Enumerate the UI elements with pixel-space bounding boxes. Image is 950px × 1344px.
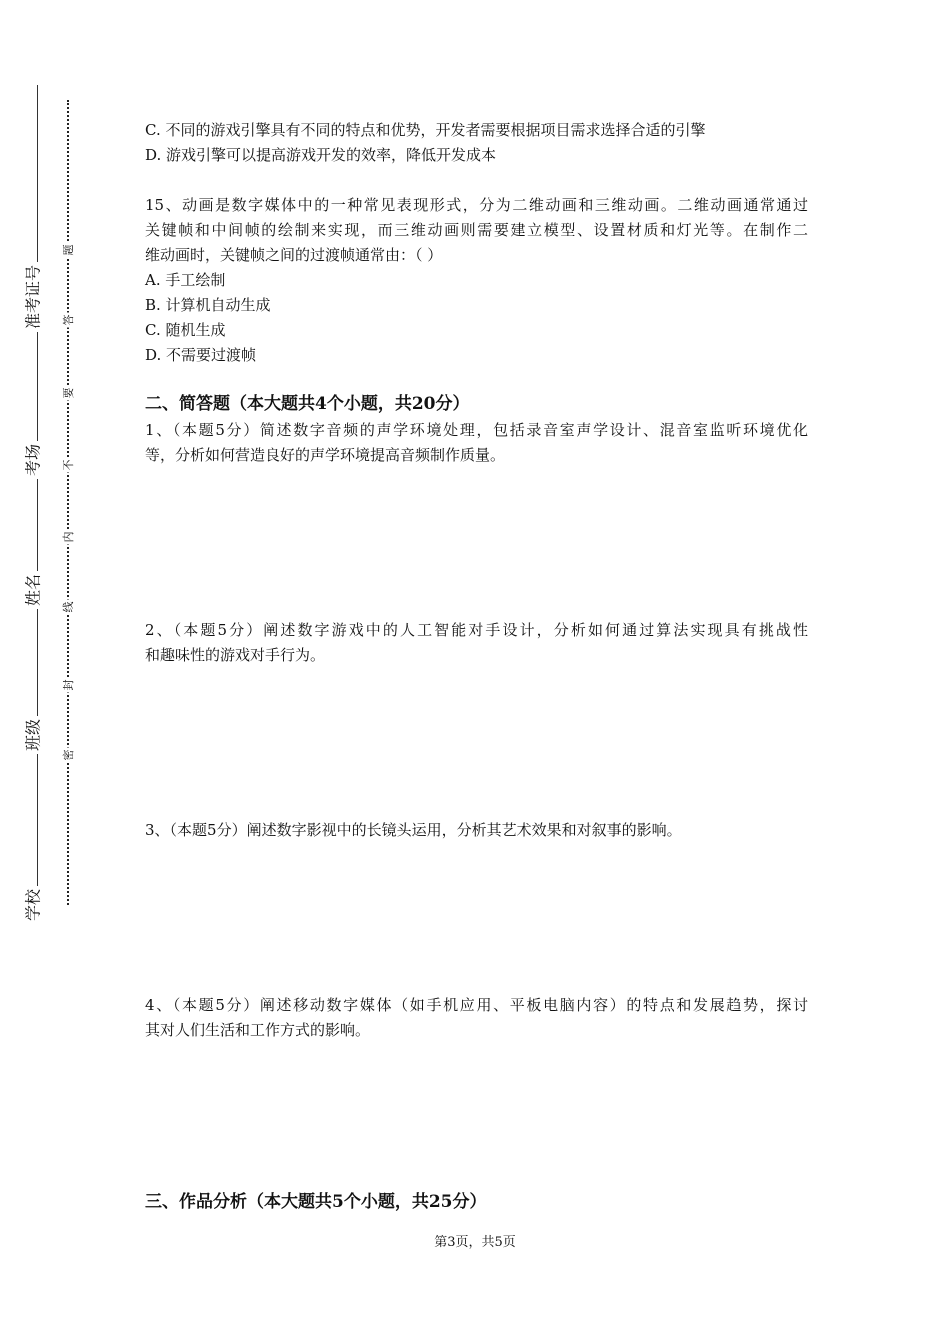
s2-q3-text: 3、（本题5分）阐述数字影视中的长镜头运用，分析其艺术效果和对叙事的影响。: [145, 821, 682, 839]
label-exam-id: 准考证号: [21, 262, 44, 332]
section3-title: 三、作品分析（本大题共5个小题，共25分）: [145, 1192, 487, 1212]
seal-char: 内: [62, 531, 75, 543]
label-class: 班级: [21, 716, 44, 754]
q15-text: 15、动画是数字媒体中的一种常见表现形式，分为二维动画和三维动画。二维动画通常通过: [145, 196, 808, 214]
page-number: 第3页，共5页: [434, 1235, 516, 1250]
seal-char: 线: [62, 601, 75, 613]
s2-q4-text: 其对人们生活和工作方式的影响。: [145, 1021, 371, 1039]
q15-option-c: C. 随机生成: [145, 321, 226, 339]
s2-q1-text: 等，分析如何营造良好的声学环境提高音频制作质量。: [145, 446, 506, 464]
s2-q2-text: 2、（本题5分）阐述数字游戏中的人工智能对手设计，分析如何通过算法实现具有挑战性: [145, 621, 808, 639]
q14-option-c: C. 不同的游戏引擎具有不同的特点和优势，开发者需要根据项目需求选择合适的引擎: [145, 121, 706, 139]
q15-text: 关键帧和中间帧的绘制来实现，而三维动画则需要建立模型、设置材质和灯光等。在制作二: [145, 221, 808, 239]
q15-option-b: B. 计算机自动生成: [145, 296, 271, 314]
q15-text: 维动画时，关键帧之间的过渡帧通常由：（ ）: [145, 246, 443, 264]
label-name: 姓名: [21, 571, 44, 609]
q14-option-d: D. 游戏引擎可以提高游戏开发的效率，降低开发成本: [145, 146, 497, 164]
s2-q4-text: 4、（本题5分）阐述移动数字媒体（如手机应用、平板电脑内容）的特点和发展趋势，探讨: [145, 996, 808, 1014]
seal-char: 封: [62, 679, 75, 691]
seal-char: 不: [62, 459, 75, 471]
s2-q2-text: 和趣味性的游戏对手行为。: [145, 646, 326, 664]
q15-option-a: A. 手工绘制: [145, 271, 226, 289]
seal-char: 要: [62, 387, 75, 399]
seal-char: 答: [62, 314, 75, 326]
q15-option-d: D. 不需要过渡帧: [145, 346, 257, 364]
seal-char: 密: [62, 749, 75, 761]
s2-q1-text: 1、（本题5分）简述数字音频的声学环境处理，包括录音室声学设计、混音室监听环境优化: [145, 421, 808, 439]
label-school: 学校: [21, 886, 44, 924]
binding-solid-line: [37, 85, 38, 920]
label-exam-room: 考场: [21, 441, 44, 479]
seal-char: 题: [62, 244, 75, 256]
binding-dotted-line: [67, 100, 69, 905]
section2-title: 二、简答题（本大题共4个小题，共20分）: [145, 394, 470, 414]
